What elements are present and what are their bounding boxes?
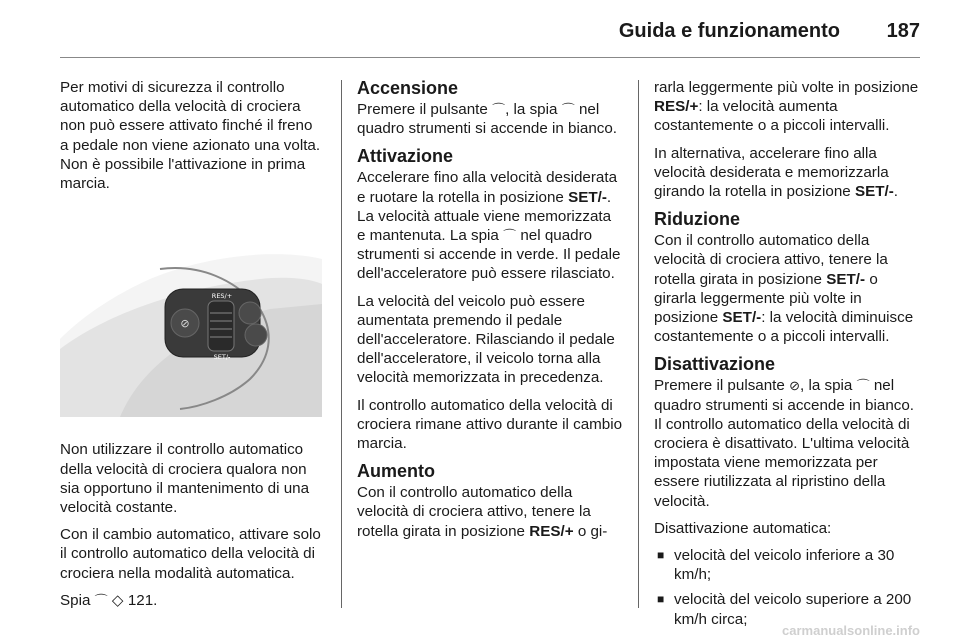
disattivazione-paragraph: Premere il pulsante ⊘, la spia ⌒ nel quadro strumenti si accende in bianco. Il controllo automatico della velocità di crociera è disattivato. L'ultima velocità impostata viene memorizzata per essere riutilizzata al ripristino della velocità. xyxy=(654,377,915,510)
column-divider-1 xyxy=(341,80,342,608)
svg-text:⊘: ⊘ xyxy=(180,317,190,331)
bullet-icon: ■ xyxy=(657,548,665,563)
disattivazione-heading: Disattivazione xyxy=(654,354,776,375)
watermark: carmanualsonline.info xyxy=(782,623,920,638)
list-item: ■ velocità del veicolo inferiore a 30 km/h; xyxy=(657,547,895,584)
page-ref-arrow-icon: ◇ xyxy=(111,591,124,609)
column-3 xyxy=(654,78,922,635)
column-divider-2 xyxy=(638,80,639,608)
velocita-paragraph: La velocità del veicolo può essere aumentata premendo il pedale dell'acceleratore. Rilasciando il pedale dell'acceleratore, il veicolo torna alla velocità memorizzata in precedenza. xyxy=(357,292,615,387)
attivazione-paragraph: Accelerare fino alla velocità desiderata e ruotare la rotella in posizione SET/-. La velocità attuale viene memorizzata e mantenuta. La spia ⌒ nel quadro strumenti si accende in verde. Il pedale dell'acceleratore può essere rilasciato. xyxy=(357,169,621,283)
bullet-icon: ■ xyxy=(657,592,665,607)
safety-paragraph: Per motivi di sicurezza il controllo automatico della velocità di crociera non può essere attivato finché il freno a pedale non viene azionato una volta. Non è possibile l'attivazione in prima marcia. xyxy=(60,79,321,193)
res-label: RES/+ xyxy=(211,292,233,301)
aumento-heading: Aumento xyxy=(357,461,435,482)
steering-wheel-figure xyxy=(60,209,322,417)
cruise-control-icon: ⌒ xyxy=(561,102,575,117)
cruise-control-icon: ⌒ xyxy=(94,592,108,608)
aumento-continued: rarla leggermente più volte in posizione RES/+: la velocità aumenta costantemente o a piccoli intervalli. xyxy=(654,79,919,135)
cruise-off-icon: ⊘ xyxy=(789,378,800,394)
attivazione-heading: Attivazione xyxy=(357,146,454,167)
page-number: 187 xyxy=(886,20,920,42)
attivo-paragraph: Il controllo automatico della velocità di crociera rimane attivo durante il cambio marcia. xyxy=(357,396,623,453)
spia-reference: Spia ⌒ ◇ 121. xyxy=(60,591,158,609)
riduzione-paragraph: Con il controllo automatico della velocità di crociera attivo, tenere la rotella girata in posizione SET/- o girarla leggermente più volte in posizione SET/-: la velocità diminuisce costantemente o a piccoli intervalli. xyxy=(654,232,914,346)
aumento-paragraph: Con il controllo automatico della velocità di crociera attivo, tenere la rotella girata in posizione RES/+ o gi- xyxy=(357,484,608,540)
warning-paragraph: Non utilizzare il controllo automatico della velocità di crociera qualora non sia opportuno il mantenimento di una velocità costante. xyxy=(60,441,310,517)
alternativa-paragraph: In alternativa, accelerare fino alla velocità desiderata e memorizzarla girando la rotella in posizione SET/-. xyxy=(654,144,899,201)
auto-deactivation-label: Disattivazione automatica: xyxy=(654,519,832,537)
accensione-heading: Accensione xyxy=(357,78,459,98)
cruise-control-icon: ⌒ xyxy=(492,102,506,117)
header-title: Guida e funzionamento xyxy=(618,20,840,42)
riduzione-heading: Riduzione xyxy=(654,209,740,230)
cruise-control-icon: ⌒ xyxy=(503,228,517,244)
auto-deactivation-list xyxy=(654,546,922,629)
list-item: ■ velocità del veicolo superiore a 200 km/h circa; xyxy=(657,591,912,628)
page-header xyxy=(0,0,960,60)
column-1 xyxy=(60,78,324,618)
accensione-paragraph: Premere il pulsante ⌒, la spia ⌒ nel quadro strumenti si accende in bianco. xyxy=(357,101,618,138)
cruise-control-icon: ⌒ xyxy=(856,378,870,394)
set-label: SET/- xyxy=(213,353,231,362)
automatic-paragraph: Con il cambio automatico, attivare solo il controllo automatico della velocità di crociera nella modalità automatica. xyxy=(60,526,321,582)
header-rule xyxy=(60,57,920,58)
column-2 xyxy=(357,78,623,549)
